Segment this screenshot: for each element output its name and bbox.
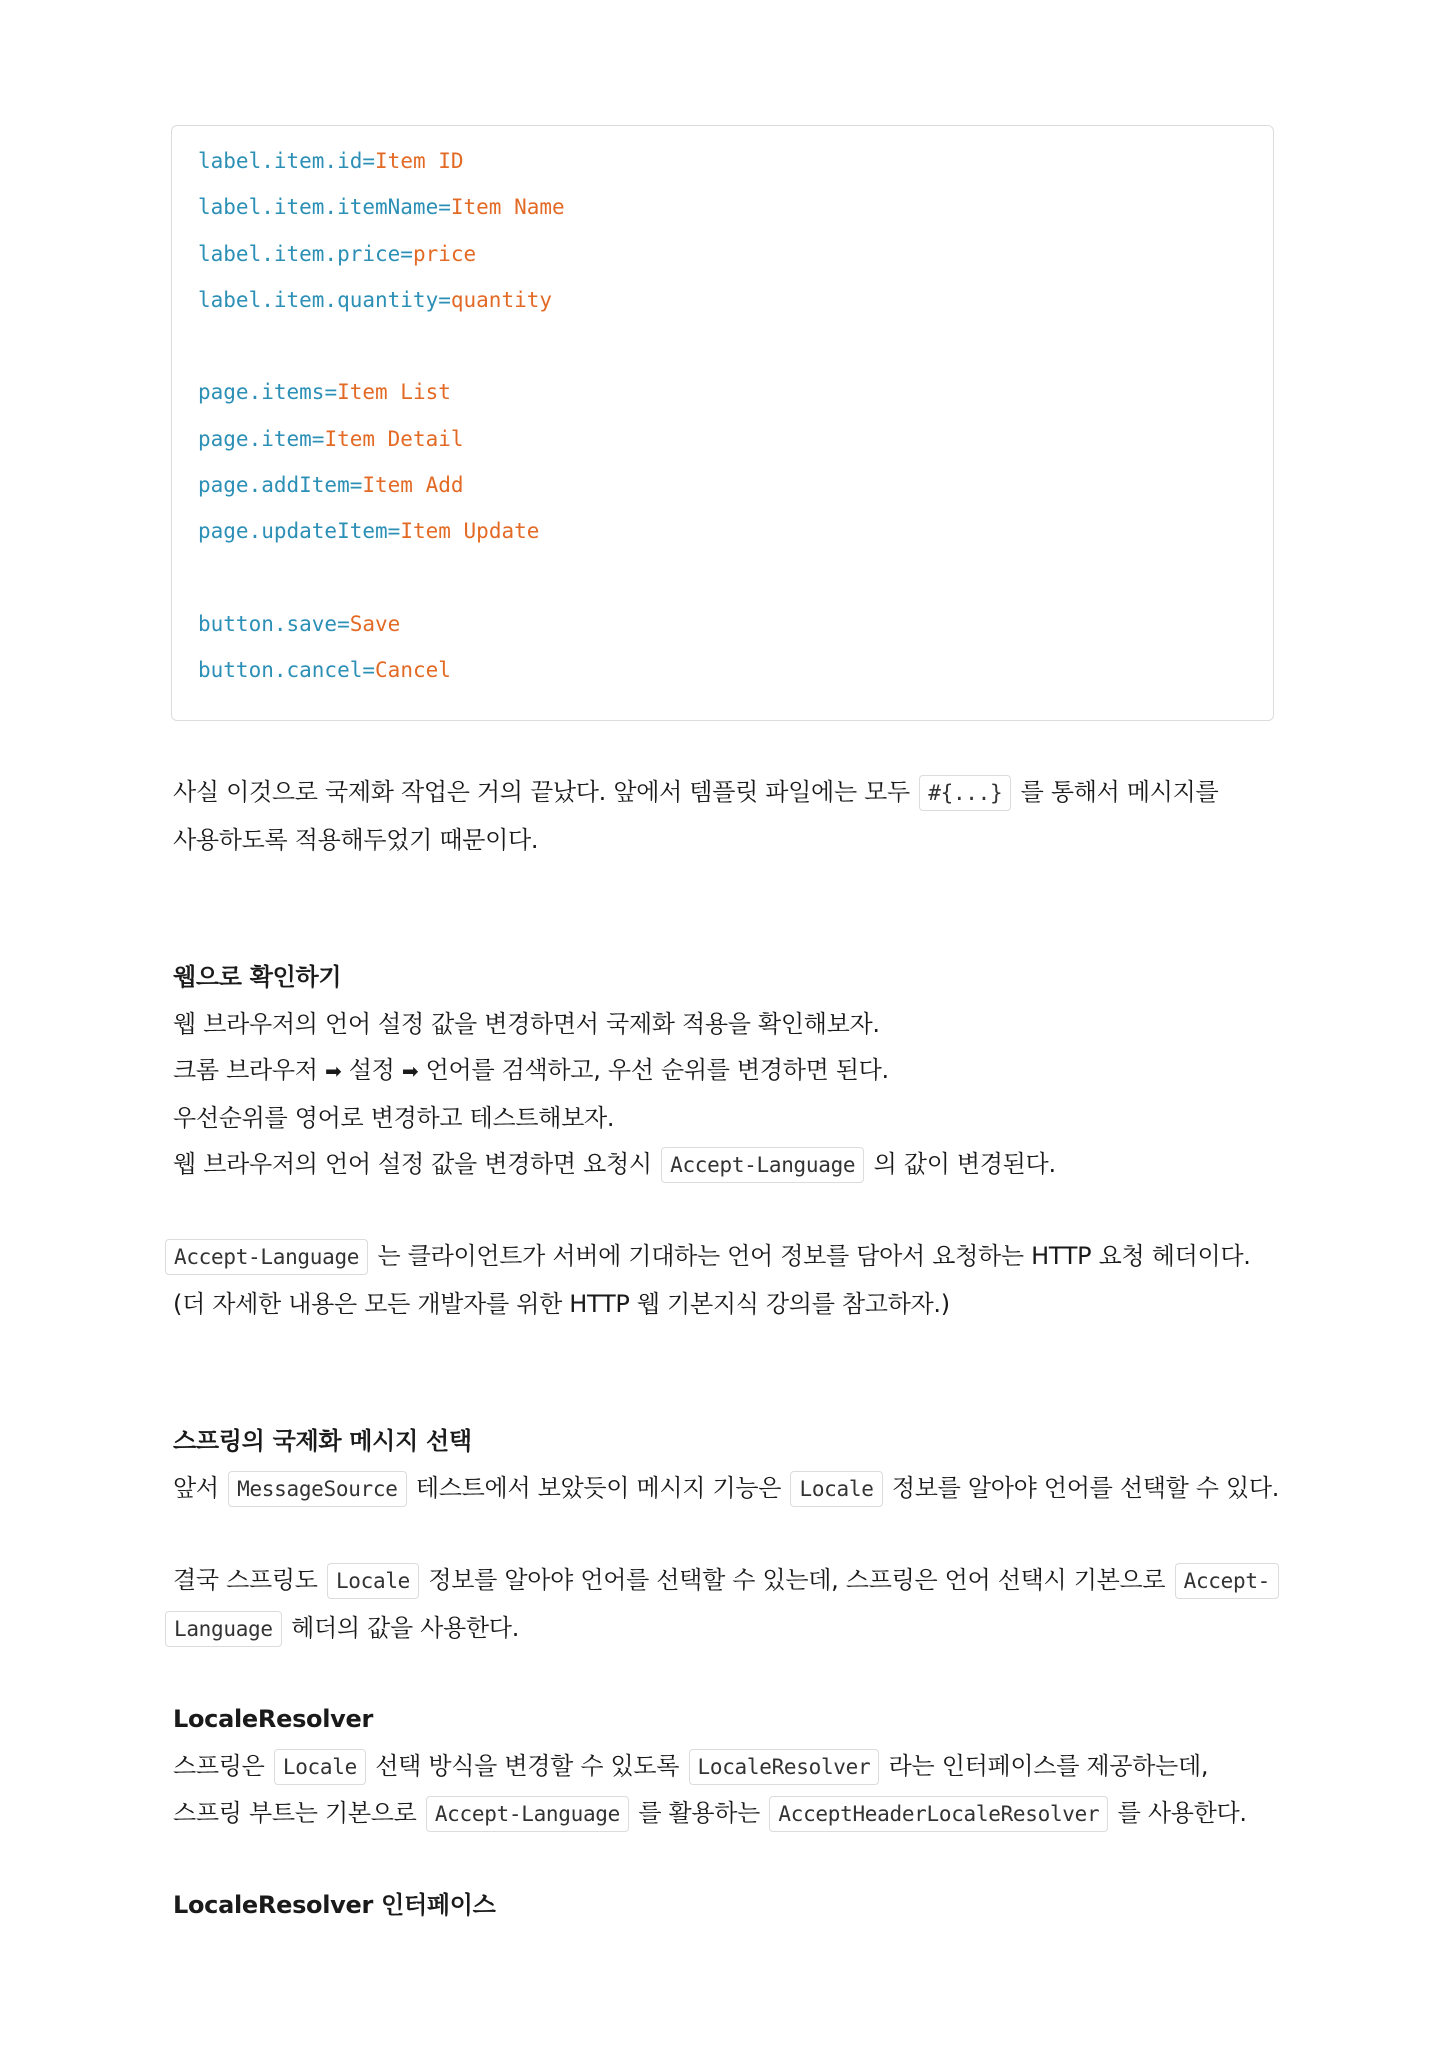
inline-code: AcceptHeaderLocaleResolver xyxy=(769,1796,1108,1832)
code-line: label.item.price=price xyxy=(198,241,477,266)
intro-paragraph: 사실 이것으로 국제화 작업은 거의 끝났다. 앞에서 템플릿 파일에는 모두 #{...} 를 통해서 메시지를 사용하도록 적용해두었기 때문이다. xyxy=(173,769,1303,863)
code-line: label.item.id=Item ID xyxy=(198,149,464,173)
section-heading: LocaleResolver xyxy=(173,1705,374,1733)
section-heading: LocaleResolver 인터페이스 xyxy=(173,1891,496,1919)
spring-locale-paragraph: 결국 스프링도 Locale 정보를 알아야 언어를 선택할 수 있는데, 스프링은 언어 선택시 기본으로 Accept- Language 헤더의 값을 사용한다. xyxy=(173,1557,1303,1652)
arrow-right-icon: ➡ xyxy=(401,1059,419,1083)
code-line: page.item=Item Detail xyxy=(198,426,464,451)
inline-code: MessageSource xyxy=(228,1471,406,1507)
section-heading: 스프링의 국제화 메시지 선택 xyxy=(173,1427,472,1455)
inline-code: Accept-Language xyxy=(661,1147,864,1183)
code-line: label.item.quantity=quantity xyxy=(198,287,553,312)
spring-i18n-section: 스프링의 국제화 메시지 선택 앞서 MessageSource 테스트에서 보았듯이 메시지 기능은 Locale 정보를 알아야 언어를 선택할 수 있다. xyxy=(173,1418,1303,1512)
section-heading: 웹으로 확인하기 xyxy=(173,963,342,991)
inline-code: LocaleResolver xyxy=(689,1749,880,1785)
locale-resolver-section: LocaleResolver 스프링은 Locale 선택 방식을 변경할 수 있도록 LocaleResolver 라는 인터페이스를 제공하는데, 스프링 부트는 기본으로 Accept-Language 를 활용하는 AcceptHeaderLocaleResolver 를 사용한다. xyxy=(173,1696,1303,1838)
inline-code: Locale xyxy=(327,1563,419,1599)
inline-code: Locale xyxy=(790,1471,882,1507)
code-line: button.save=Save xyxy=(198,611,401,636)
messages-properties-code-block xyxy=(171,125,1274,721)
inline-code: Accept- xyxy=(1175,1563,1279,1599)
inline-code: Accept-Language xyxy=(426,1796,629,1832)
web-check-section: 웹으로 확인하기 웹 브라우저의 언어 설정 값을 변경하면서 국제화 적용을 확인해보자. 크롬 브라우저 ➡ 설정 ➡ 언어를 검색하고, 우선 순위를 변경하면 된다. 우선순위를 영어로 변경하고 테스트해보자. 웹 브라우저의 언어 설정 값을 변경하면 요청시 Accept-Language 의 값이 변경된다. xyxy=(173,954,1303,1189)
inline-code: Accept-Language xyxy=(165,1239,368,1275)
accept-language-paragraph: Accept-Language 는 클라이언트가 서버에 기대하는 언어 정보를 담아서 요청하는 HTTP 요청 헤더이다. (더 자세한 내용은 모든 개발자를 위한 HTTP 웹 기본지식 강의를 참고하자.) xyxy=(165,1233,1295,1327)
inline-code: Language xyxy=(165,1611,282,1647)
code-line: page.updateItem=Item Update xyxy=(198,519,540,544)
arrow-right-icon: ➡ xyxy=(324,1059,342,1083)
inline-code: #{...} xyxy=(919,775,1011,811)
code-line: label.item.itemName=Item Name xyxy=(198,195,565,220)
code-line: page.items=Item List xyxy=(198,380,451,405)
inline-code: Locale xyxy=(274,1749,366,1785)
code-line: button.cancel=Cancel xyxy=(198,658,451,683)
code-line: page.addItem=Item Add xyxy=(198,473,464,498)
